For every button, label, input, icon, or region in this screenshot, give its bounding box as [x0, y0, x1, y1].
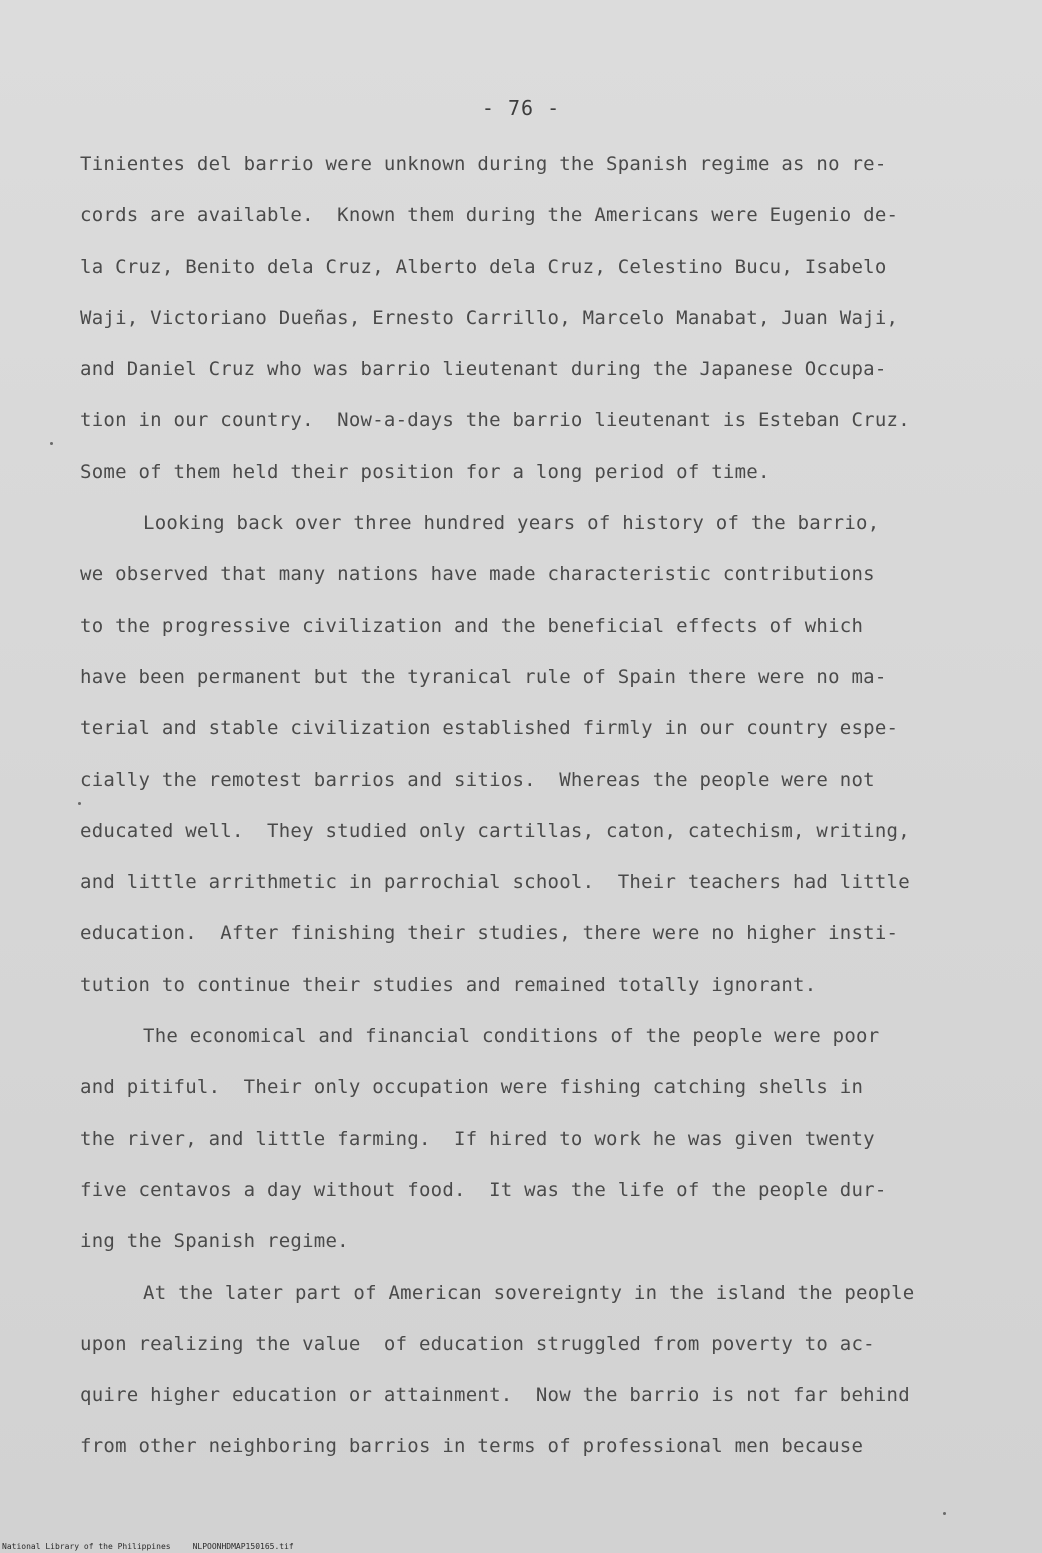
text-line: we observed that many nations have made characteristic contributions	[80, 563, 875, 586]
text-line: ing the Spanish regime.	[80, 1230, 349, 1253]
paragraph	[80, 1018, 980, 1274]
paragraph	[80, 1275, 980, 1480]
text-line: to the progressive civilization and the beneficial effects of which	[80, 614, 864, 637]
text-line: Waji, Victoriano Dueñas, Ernesto Carrillo, Marcelo Manabat, Juan Waji,	[80, 306, 899, 329]
text-line: tion in our country. Now-a-days the barrio lieutenant is Esteban Cruz.	[80, 409, 910, 432]
footer-library: National Library of the Philippines	[2, 1542, 171, 1551]
text-line: tution to continue their studies and remained totally ignorant.	[80, 973, 817, 996]
text-line: At the later part of American sovereignty in the island the people	[143, 1281, 915, 1304]
text-line: la Cruz, Benito dela Cruz, Alberto dela Cruz, Celestino Bucu, Isabelo	[80, 255, 887, 278]
text-line: from other neighboring barrios in terms of professional men because	[80, 1435, 864, 1458]
text-line: and little arrithmetic in parrochial school. Their teachers had little	[80, 871, 910, 894]
text-line: The economical and financial conditions of the people were poor	[143, 1025, 880, 1048]
paragraph	[80, 505, 980, 1018]
page-number: - 76 -	[481, 96, 561, 120]
text-line: quire higher education or attainment. Now the barrio is not far behind	[80, 1384, 910, 1407]
text-line: five centavos a day without food. It was the life of the people dur-	[80, 1178, 887, 1201]
text-line: have been permanent but the tyranical rule of Spain there were no ma-	[80, 665, 887, 688]
paragraph	[80, 146, 980, 505]
scan-speck	[50, 442, 53, 445]
text-line: Looking back over three hundred years of history of the barrio,	[143, 512, 880, 535]
document-body	[80, 146, 980, 1480]
text-line: educated well. They studied only cartillas, caton, catechism, writing,	[80, 819, 910, 842]
text-line: education. After finishing their studies, there were no higher insti-	[80, 922, 899, 945]
scan-speck	[78, 802, 81, 805]
scan-speck	[943, 1512, 946, 1515]
text-line: Some of them held their position for a long period of time.	[80, 460, 770, 483]
text-line: cords are available. Known them during the Americans were Eugenio de-	[80, 204, 899, 227]
text-line: upon realizing the value of education struggled from poverty to ac-	[80, 1332, 875, 1355]
footer-file-id: NLPOONHDMAP150165.tif	[192, 1542, 294, 1551]
text-line: the river, and little farming. If hired to work he was given twenty	[80, 1127, 875, 1150]
text-line: and pitiful. Their only occupation were fishing catching shells in	[80, 1076, 864, 1099]
text-line: Tinientes del barrio were unknown during the Spanish regime as no re-	[80, 153, 887, 175]
text-line: and Daniel Cruz who was barrio lieutenant during the Japanese Occupa-	[80, 358, 887, 381]
text-line: cially the remotest barrios and sitios. Whereas the people were not	[80, 768, 875, 791]
text-line: terial and stable civilization established firmly in our country espe-	[80, 717, 899, 740]
scan-footer	[2, 1542, 316, 1552]
